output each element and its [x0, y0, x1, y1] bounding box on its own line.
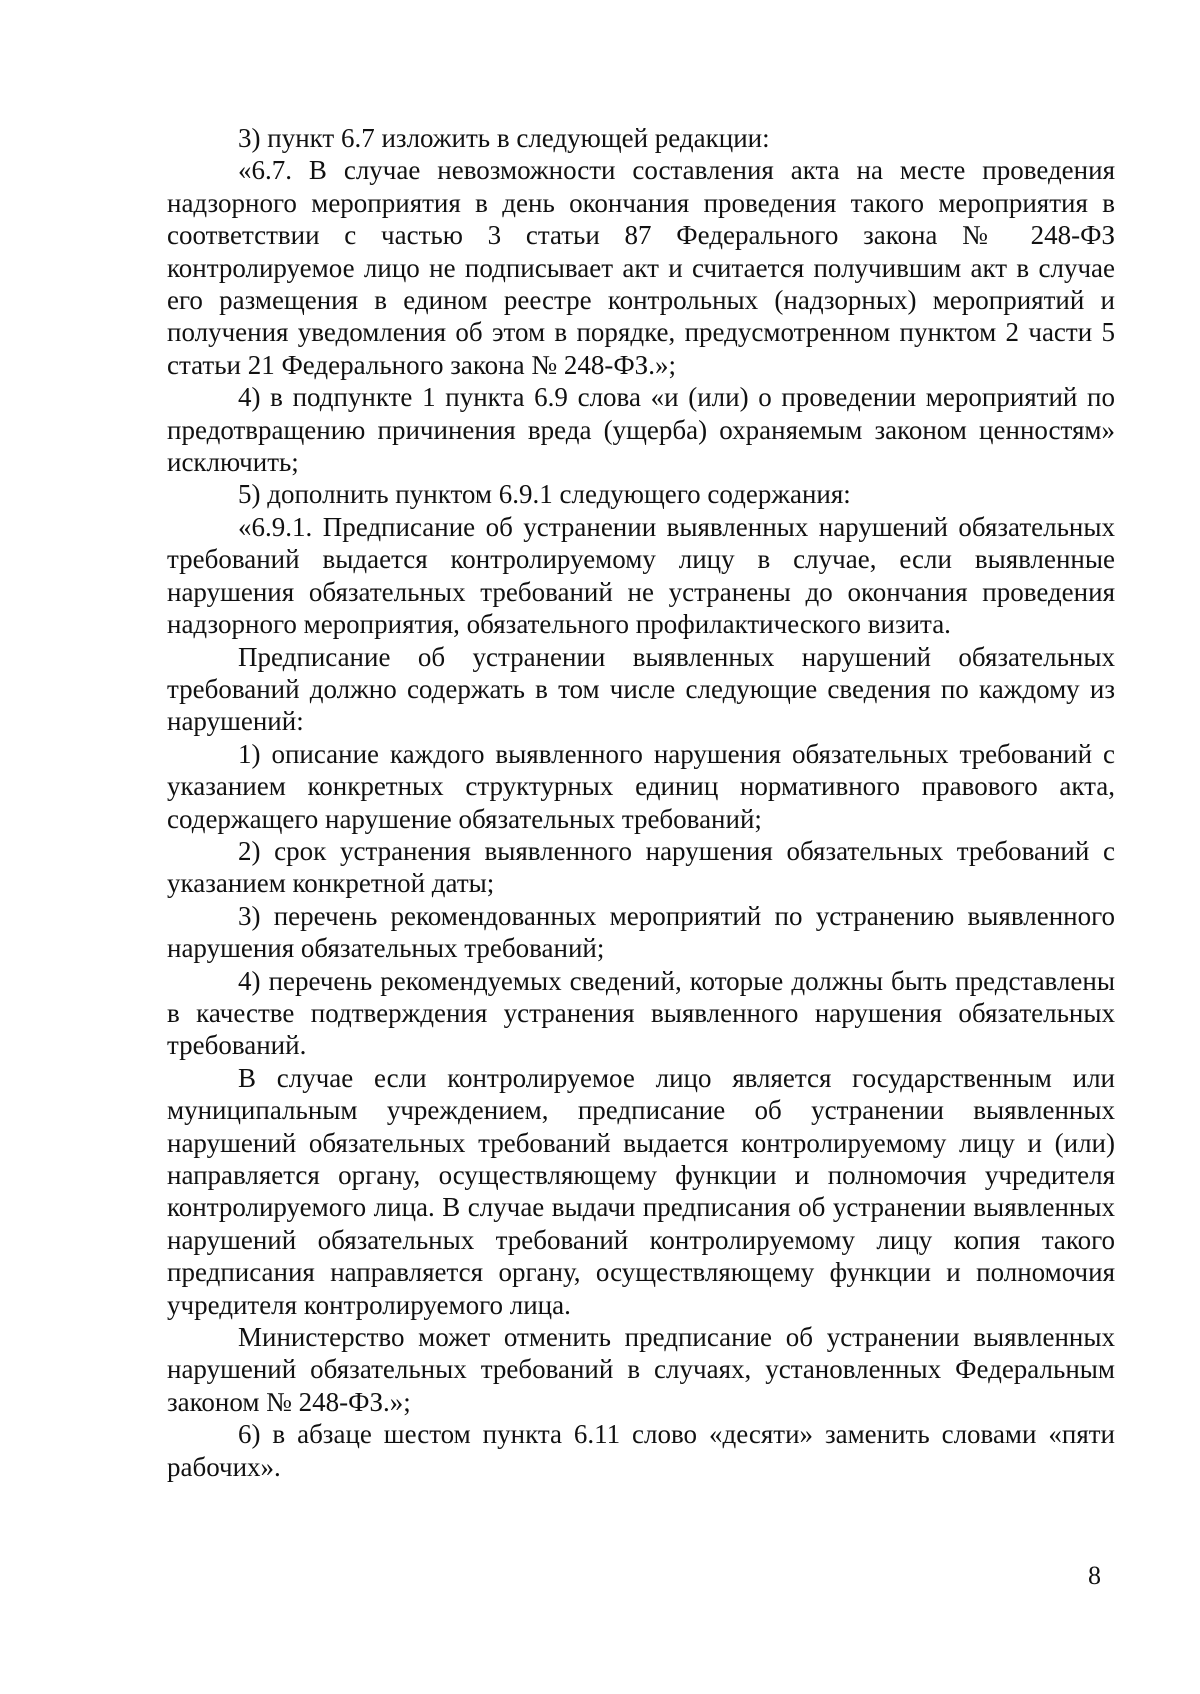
paragraph-subitem-3: 3) перечень рекомендованных мероприятий по устранению выявленного нарушения обязательных требований;	[167, 900, 1115, 964]
paragraph-subitem-4: 4) перечень рекомендуемых сведений, которые должны быть представлены в качестве подтверждения устранения выявленного нарушения обязательных требований.	[167, 965, 1115, 1061]
paragraph-prescription-contents: Предписание об устранении выявленных нарушений обязательных требований должно содержать в том числе следующие сведения по каждому из нарушений:	[167, 641, 1115, 737]
paragraph-subitem-2: 2) срок устранения выявленного нарушения обязательных требований с указанием конкретной даты;	[167, 835, 1115, 899]
page-number: 8	[1088, 1561, 1101, 1590]
document-body	[167, 122, 1115, 1483]
paragraph-new-clause-6-7: «6.7. В случае невозможности составления акта на месте проведения надзорного мероприятия в день окончания проведения такого мероприятия в соответствии с частью 3 статьи 87 Федерального закона № 248-ФЗ контролируемое лицо не подписывает акт и считается получившим акт в случае его размещения в едином реестре контрольных (надзорных) мероприятий и получения уведомления об этом в порядке, предусмотренном пунктом 2 части 5 статьи 21 Федерального закона № 248-ФЗ.»;	[167, 155, 1115, 380]
paragraph-ministry-cancel: Министерство может отменить предписание об устранении выявленных нарушений обязательных требований в случаях, установленных Федеральным законом № 248-ФЗ.»;	[167, 1322, 1115, 1417]
paragraph-item-4: 4) в подпункте 1 пункта 6.9 слова «и (или) о проведении мероприятий по предотвращению причинения вреда (ущерба) охраняемым законом ценностям» исключить;	[167, 382, 1115, 478]
paragraph-item-5: 5) дополнить пунктом 6.9.1 следующего содержания:	[238, 479, 851, 510]
paragraph-item-6: 6) в абзаце шестом пункта 6.11 слово «десяти» заменить словами «пяти рабочих».	[167, 1419, 1115, 1482]
paragraph-state-institution: В случае если контролируемое лицо является государственным или муниципальным учреждением, предписание об устранении выявленных нарушений обязательных требований выдается контролируемому лицу и (или) направляется органу, осуществляющему функции и полномочия учредителя контролируемого лица. В случае выдачи предписания об устранении выявленных нарушений обязательных требований контролируемому лицу копия такого предписания направляется органу, осуществляющему функции и полномочия учредителя контролируемого лица.	[167, 1062, 1115, 1320]
paragraph-subitem-1: 1) описание каждого выявленного нарушения обязательных требований с указанием конкретных структурных единиц нормативного правового акта, содержащего нарушение обязательных требований;	[167, 738, 1115, 834]
paragraph-item-3: 3) пункт 6.7 изложить в следующей редакции:	[238, 123, 770, 153]
paragraph-new-clause-6-9-1: «6.9.1. Предписание об устранении выявленных нарушений обязательных требований выдается контролируемому лицу в случае, если выявленные нарушения обязательных требований не устранены до окончания проведения надзорного мероприятия, обязательного профилактического визита.	[167, 511, 1115, 640]
